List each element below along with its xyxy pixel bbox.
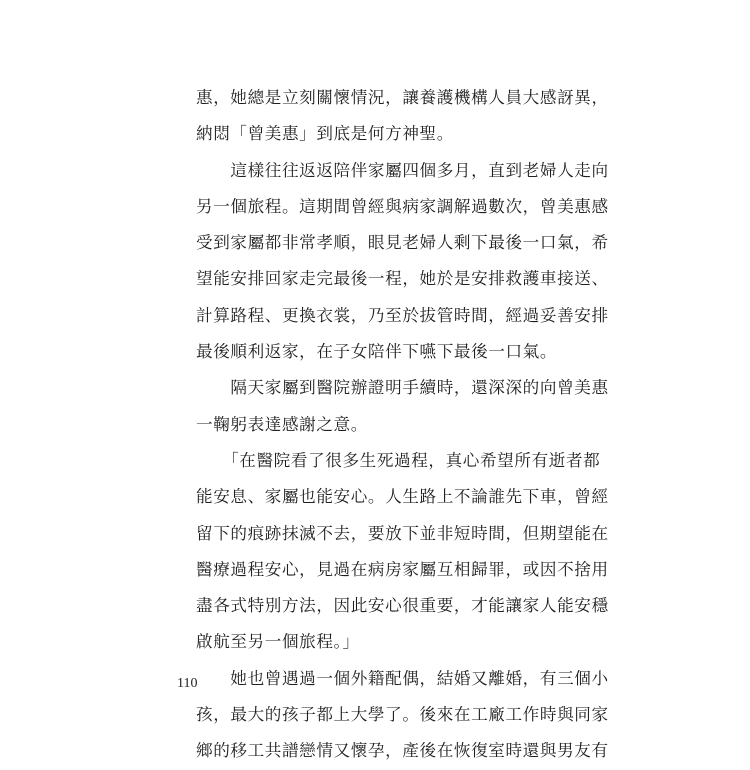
text-line-15: 盡各式特別方法，因此安心很重要，才能讓家人能安穩 — [196, 596, 609, 616]
text-line-13: 留下的痕跡抹滅不去，要放下並非短時間，但期望能在 — [196, 523, 609, 543]
text-line-2: 納悶「曾美惠」到底是何方神聖。 — [196, 124, 454, 144]
text-line-3: 這樣往往返返陪伴家屬四個多月，直到老婦人走向 — [196, 160, 609, 180]
body-text — [196, 80, 609, 770]
text-line-19: 鄉的移工共譜戀情又懷孕，產後在恢復室時還與男友有 — [196, 741, 609, 761]
text-line-17: 她也曾遇過一個外籍配偶，結婚又離婚，有三個小 — [196, 668, 609, 688]
text-line-7: 計算路程、更換衣裳，乃至於拔管時間，經過妥善安排 — [196, 305, 609, 325]
text-line-9: 隔天家屬到醫院辦證明手續時，還深深的向曾美惠 — [196, 378, 609, 398]
text-line-12: 能安息、家屬也能安心。人生路上不論誰先下車，曾經 — [196, 487, 609, 507]
text-line-18: 孩，最大的孩子都上大學了。後來在工廠工作時與同家 — [196, 705, 609, 725]
text-line-10: 一鞠躬表達感謝之意。 — [196, 414, 368, 434]
text-line-14: 醫療過程安心，見過在病房家屬互相歸罪，或因不捨用 — [196, 559, 609, 579]
text-line-8: 最後順利返家，在子女陪伴下嚥下最後一口氣。 — [196, 342, 558, 362]
text-line-5: 受到家屬都非常孝順，眼見老婦人剩下最後一口氣，希 — [196, 233, 609, 253]
text-line-1: 惠，她總是立刻關懷情況，讓養護機構人員大感訝異， — [196, 88, 609, 107]
text-line-6: 望能安排回家走完最後一程，她於是安排救護車接送、 — [196, 269, 609, 289]
text-line-4: 另一個旅程。這期間曾經與病家調解過數次，曾美惠感 — [196, 196, 609, 216]
text-line-16: 啟航至另一個旅程。」 — [196, 632, 360, 652]
text-line-11: 「在醫院看了很多生死過程，真心希望所有逝者都 — [196, 450, 601, 470]
page-number: 110 — [177, 676, 198, 691]
